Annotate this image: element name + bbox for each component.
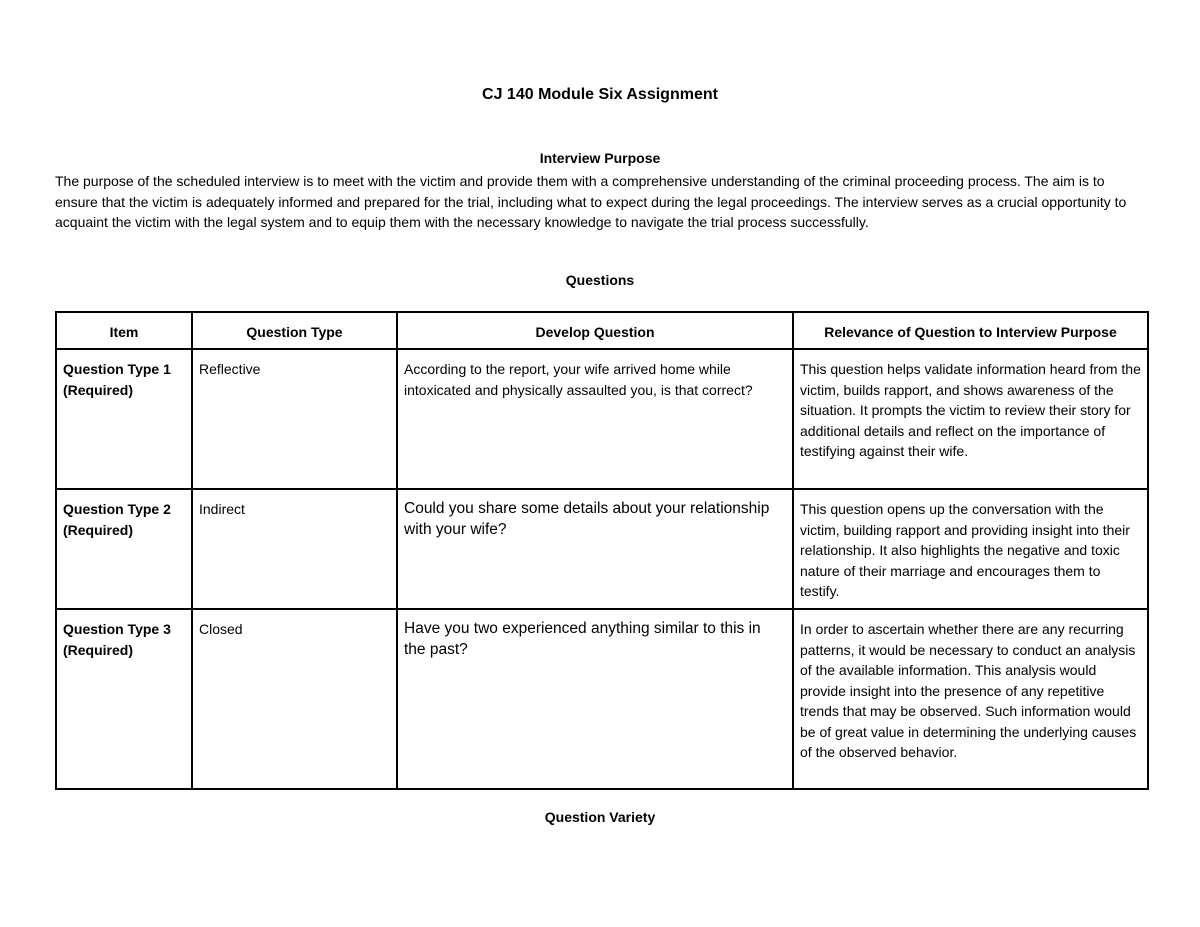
develop-question-cell: Could you share some details about your relationship with your wife?	[397, 489, 793, 609]
question-type-cell: Closed	[192, 609, 397, 789]
relevance-cell: This question helps validate information heard from the victim, builds rapport, and shows awareness of the situation. It prompts the victim to review their story for additional details and reflect on the importance of testifying against their wife.	[793, 349, 1148, 489]
develop-question-cell: Have you two experienced anything similar to this in the past?	[397, 609, 793, 789]
table-header-row	[56, 312, 1148, 349]
table-row	[56, 609, 1148, 789]
questions-heading: Questions	[565, 272, 635, 288]
column-header-relevance: Relevance of Question to Interview Purpose	[793, 312, 1148, 349]
item-cell: Question Type 3 (Required)	[56, 609, 192, 789]
column-header-item: Item	[56, 312, 192, 349]
column-header-develop-question: Develop Question	[397, 312, 793, 349]
relevance-cell: This question opens up the conversation with the victim, building rapport and providing insight into their relationship. It also highlights the negative and toxic nature of their marriage and encourages them to testify.	[793, 489, 1148, 609]
item-cell: Question Type 2 (Required)	[56, 489, 192, 609]
question-variety-heading: Question Variety	[544, 809, 656, 825]
item-cell: Question Type 1 (Required)	[56, 349, 192, 489]
question-type-cell: Indirect	[192, 489, 397, 609]
table-row	[56, 489, 1148, 609]
interview-purpose-text: The purpose of the scheduled interview is to meet with the victim and provide them with a comprehensive understanding of the criminal proceeding process. The aim is to ensure that the victim is adequately informed and prepared for the trial, including what to expect during the legal proceedings. The interview serves as a crucial opportunity to acquaint the victim with the legal system and to equip them with the necessary knowledge to navigate the trial process successfully.	[55, 173, 1127, 230]
document-title: CJ 140 Module Six Assignment	[482, 86, 718, 103]
table-row	[56, 349, 1148, 489]
interview-purpose-heading: Interview Purpose	[539, 150, 661, 166]
question-type-cell: Reflective	[192, 349, 397, 489]
relevance-cell: In order to ascertain whether there are any recurring patterns, it would be necessary to conduct an analysis of the available information. This analysis would provide insight into the presence of any repetitive trends that may be observed. Such information would be of great value in determining the underlying causes of the observed behavior.	[793, 609, 1148, 789]
develop-question-cell: According to the report, your wife arrived home while intoxicated and physically assaulted you, is that correct?	[397, 349, 793, 489]
column-header-question-type: Question Type	[192, 312, 397, 349]
questions-table	[55, 311, 1149, 790]
